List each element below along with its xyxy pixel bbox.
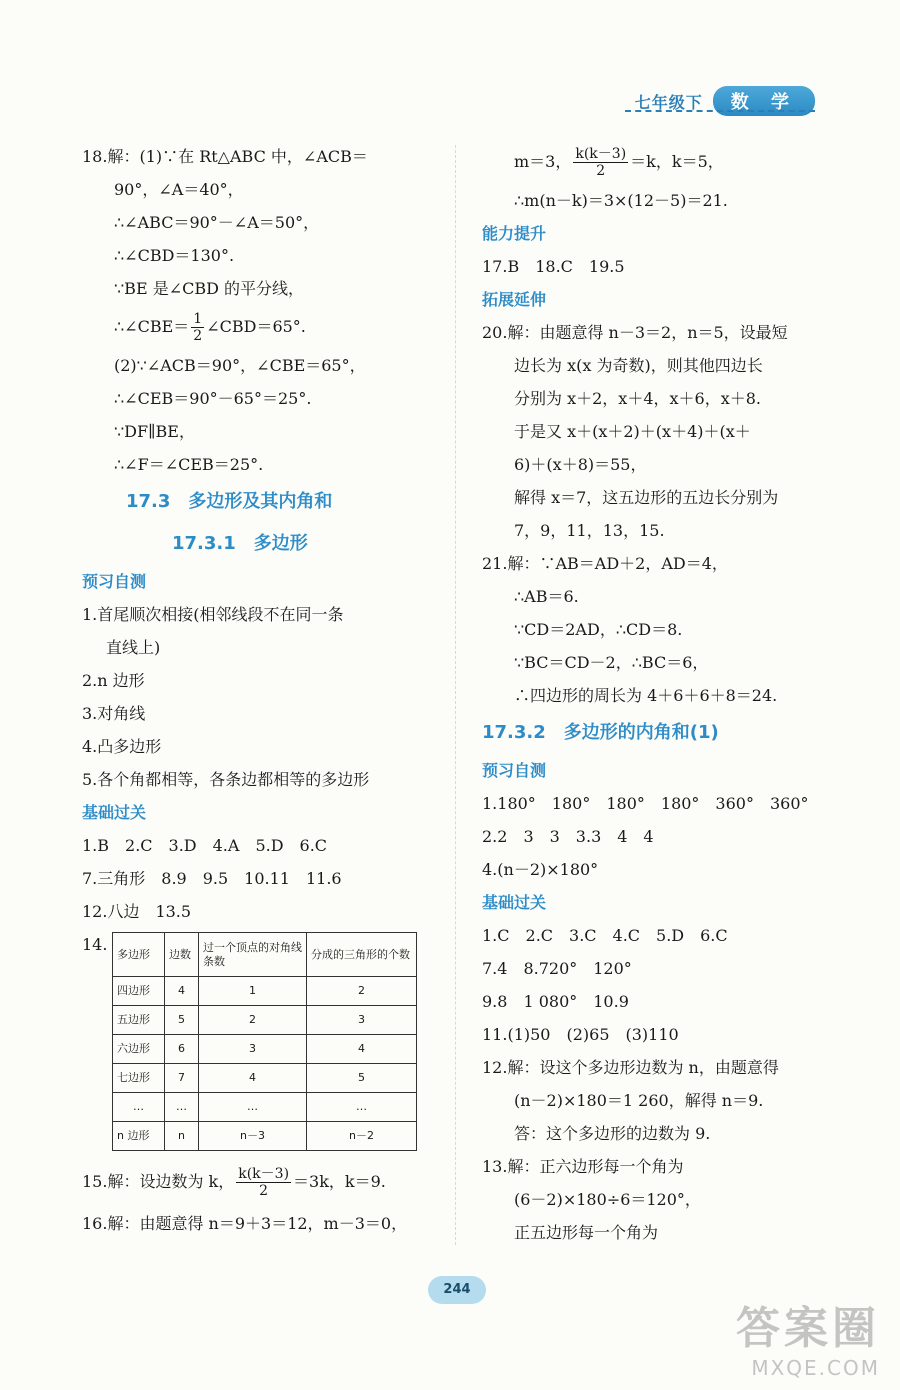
left-column bbox=[82, 140, 442, 1240]
table-cell: 5 bbox=[165, 1006, 199, 1035]
section-title-17-3-2: 17.3.2 多边形的内角和(1) bbox=[482, 722, 719, 743]
th-triangles: 分成的三角形的个数 bbox=[307, 933, 417, 977]
q15-denominator: 2 bbox=[259, 1183, 269, 1199]
watermark-text-bottom: MXQE.COM bbox=[751, 1356, 880, 1380]
table-row bbox=[113, 1064, 417, 1093]
subsection-extension: 拓展延伸 bbox=[482, 290, 547, 309]
subsection-basic: 基础过关 bbox=[82, 803, 147, 822]
section-title-17-3-1: 17.3.1 多边形 bbox=[172, 533, 308, 554]
q15-numerator: k(k－3) bbox=[238, 1166, 290, 1182]
pre-2: 2.n 边形 bbox=[82, 671, 145, 690]
table-cell: … bbox=[113, 1093, 165, 1122]
th-diagonals: 过一个顶点的对角线条数 bbox=[199, 933, 307, 977]
table-cell: 3 bbox=[199, 1035, 307, 1064]
half-denominator: 2 bbox=[193, 328, 203, 344]
table-row bbox=[113, 1006, 417, 1035]
ability-answers: 17.B 18.C 19.5 bbox=[482, 257, 625, 276]
q20-7: 7，9，11，13，15. bbox=[514, 521, 665, 540]
q18-line-2: 90°，∠A＝40°， bbox=[114, 180, 244, 199]
basic2-4: 11.(1)50 (2)65 (3)110 bbox=[482, 1025, 679, 1044]
q21-1: 21.解：∵AB＝AD＋2，AD＝4， bbox=[482, 554, 728, 573]
r1-b: ＝k，k＝5， bbox=[630, 152, 724, 171]
q18-line-8: ∴∠CEB＝90°－65°＝25°. bbox=[114, 389, 312, 408]
q18-line-6a: ∴∠CBE＝ bbox=[114, 317, 190, 336]
th-sides: 边数 bbox=[165, 933, 199, 977]
table-cell: n bbox=[165, 1122, 199, 1151]
table-cell: 4 bbox=[307, 1035, 417, 1064]
q15-b: ＝3k，k＝9. bbox=[293, 1172, 386, 1191]
q12-3: 答：这个多边形的边数为 9. bbox=[514, 1124, 711, 1143]
q18-line-1: 18.解：(1)∵在 Rt△ABC 中，∠ACB＝ bbox=[82, 147, 368, 166]
right-column bbox=[482, 140, 832, 1249]
pre2-2: 2.2 3 3 3.3 4 4 bbox=[482, 827, 654, 846]
q21-2: ∴AB＝6. bbox=[514, 587, 579, 606]
table-cell: 四边形 bbox=[113, 977, 165, 1006]
q20-5: 6)＋(x＋8)＝55， bbox=[514, 455, 647, 474]
q15-line bbox=[82, 1157, 442, 1207]
q16-line: 16.解：由题意得 n＝9＋3＝12，m－3＝0， bbox=[82, 1214, 408, 1233]
table-cell: … bbox=[199, 1093, 307, 1122]
q18-line-9: ∵DF∥BE， bbox=[114, 422, 195, 441]
q20-2: 边长为 x(x 为奇数)，则其他四边长 bbox=[514, 356, 763, 375]
page-number: 244 bbox=[428, 1276, 486, 1304]
r1-numerator: k(k－3) bbox=[575, 146, 627, 162]
subsection-basic-2: 基础过关 bbox=[482, 893, 547, 912]
table-row bbox=[113, 977, 417, 1006]
subsection-preview: 预习自测 bbox=[82, 572, 147, 591]
table-cell: 4 bbox=[165, 977, 199, 1006]
table-cell: … bbox=[307, 1093, 417, 1122]
table-cell: n－2 bbox=[307, 1122, 417, 1151]
half-fraction bbox=[191, 311, 204, 344]
q14-block bbox=[82, 932, 442, 1151]
table-cell: n 边形 bbox=[113, 1122, 165, 1151]
table-cell: 2 bbox=[199, 1006, 307, 1035]
section-title-17-3: 17.3 多边形及其内角和 bbox=[126, 491, 333, 512]
table-cell: 4 bbox=[199, 1064, 307, 1093]
table-cell: 3 bbox=[307, 1006, 417, 1035]
r1-a: m＝3， bbox=[514, 152, 572, 171]
q18-line-10: ∴∠F＝∠CEB＝25°. bbox=[114, 455, 264, 474]
grade-label: 七年级下 bbox=[634, 92, 703, 112]
table-cell: 七边形 bbox=[113, 1064, 165, 1093]
table-cell: 1 bbox=[199, 977, 307, 1006]
basic2-3: 9.8 1 080° 10.9 bbox=[482, 992, 629, 1011]
pre-5: 5.各个角都相等，各条边都相等的多边形 bbox=[82, 770, 370, 789]
q18-line-6b: ∠CBD＝65°. bbox=[206, 317, 306, 336]
column-divider bbox=[455, 145, 456, 1245]
table-cell: 六边形 bbox=[113, 1035, 165, 1064]
r-line-2: ∴m(n－k)＝3×(12－5)＝21. bbox=[514, 191, 728, 210]
pre2-1: 1.180° 180° 180° 180° 360° 360° bbox=[482, 794, 809, 813]
q21-5: ∴四边形的周长为 4＋6＋6＋8＝24. bbox=[514, 686, 778, 705]
q18-line-7: (2)∵∠ACB＝90°，∠CBE＝65°， bbox=[114, 356, 366, 375]
table-cell: 5 bbox=[307, 1064, 417, 1093]
half-numerator: 1 bbox=[193, 311, 203, 327]
subsection-ability: 能力提升 bbox=[482, 224, 547, 243]
q20-4: 于是又 x＋(x＋2)＋(x＋4)＋(x＋ bbox=[514, 422, 751, 441]
q18-line-6 bbox=[82, 305, 442, 349]
basic-2: 7.三角形 8.9 9.5 10.11 11.6 bbox=[82, 869, 342, 888]
q12-2: (n－2)×180＝1 260，解得 n＝9. bbox=[514, 1091, 764, 1110]
q21-3: ∵CD＝2AD，∴CD＝8. bbox=[514, 620, 683, 639]
q21-4: ∵BC＝CD－2，∴BC＝6， bbox=[514, 653, 709, 672]
q14-label: 14. bbox=[82, 935, 108, 954]
q18-line-5: ∵BE 是∠CBD 的平分线， bbox=[114, 279, 305, 298]
q13-1: 13.解：正六边形每一个角为 bbox=[482, 1157, 684, 1176]
table-cell: 五边形 bbox=[113, 1006, 165, 1035]
table-header-row bbox=[113, 933, 417, 977]
table-row bbox=[113, 1035, 417, 1064]
polygon-table bbox=[112, 932, 417, 1151]
table-cell: … bbox=[165, 1093, 199, 1122]
table-cell: 2 bbox=[307, 977, 417, 1006]
q13-2: (6－2)×180÷6＝120°， bbox=[514, 1190, 701, 1209]
table-row bbox=[113, 1122, 417, 1151]
q12-1: 12.解：设这个多边形边数为 n，由题意得 bbox=[482, 1058, 779, 1077]
pre2-3: 4.(n－2)×180° bbox=[482, 860, 599, 879]
r1-denominator: 2 bbox=[596, 163, 606, 179]
pre-4: 4.凸多边形 bbox=[82, 737, 162, 756]
table-row bbox=[113, 1093, 417, 1122]
q13-3: 正五边形每一个角为 bbox=[514, 1223, 659, 1242]
table-cell: 7 bbox=[165, 1064, 199, 1093]
q18-line-4: ∴∠CBD＝130°. bbox=[114, 246, 235, 265]
table-cell: n－3 bbox=[199, 1122, 307, 1151]
th-polygon: 多边形 bbox=[113, 933, 165, 977]
pre-1: 1.首尾顺次相接(相邻线段不在同一条 bbox=[82, 605, 344, 624]
q18-line-3: ∴∠ABC＝90°－∠A＝50°， bbox=[114, 213, 320, 232]
q20-6: 解得 x＝7，这五边形的五边长分别为 bbox=[514, 488, 779, 507]
basic2-1: 1.C 2.C 3.C 4.C 5.D 6.C bbox=[482, 926, 728, 945]
q15-fraction bbox=[236, 1166, 291, 1199]
r1-fraction bbox=[573, 146, 628, 179]
basic2-2: 7.4 8.720° 120° bbox=[482, 959, 632, 978]
basic-1: 1.B 2.C 3.D 4.A 5.D 6.C bbox=[82, 836, 328, 855]
q20-1: 20.解：由题意得 n－3＝2，n＝5，设最短 bbox=[482, 323, 788, 342]
pre-1b: 直线上) bbox=[106, 638, 161, 657]
subsection-preview-2: 预习自测 bbox=[482, 761, 547, 780]
watermark-text-top: 答案圈 bbox=[736, 1303, 880, 1354]
q20-3: 分别为 x＋2，x＋4，x＋6，x＋8. bbox=[514, 389, 761, 408]
watermark-logo bbox=[736, 1292, 880, 1380]
header-rule bbox=[625, 110, 815, 112]
pre-3: 3.对角线 bbox=[82, 704, 146, 723]
basic-3: 12.八边 13.5 bbox=[82, 902, 192, 921]
r-line-1 bbox=[482, 140, 832, 184]
table-cell: 6 bbox=[165, 1035, 199, 1064]
subject-badge: 数 学 bbox=[713, 86, 815, 116]
q15-a: 15.解：设边数为 k， bbox=[82, 1172, 235, 1191]
